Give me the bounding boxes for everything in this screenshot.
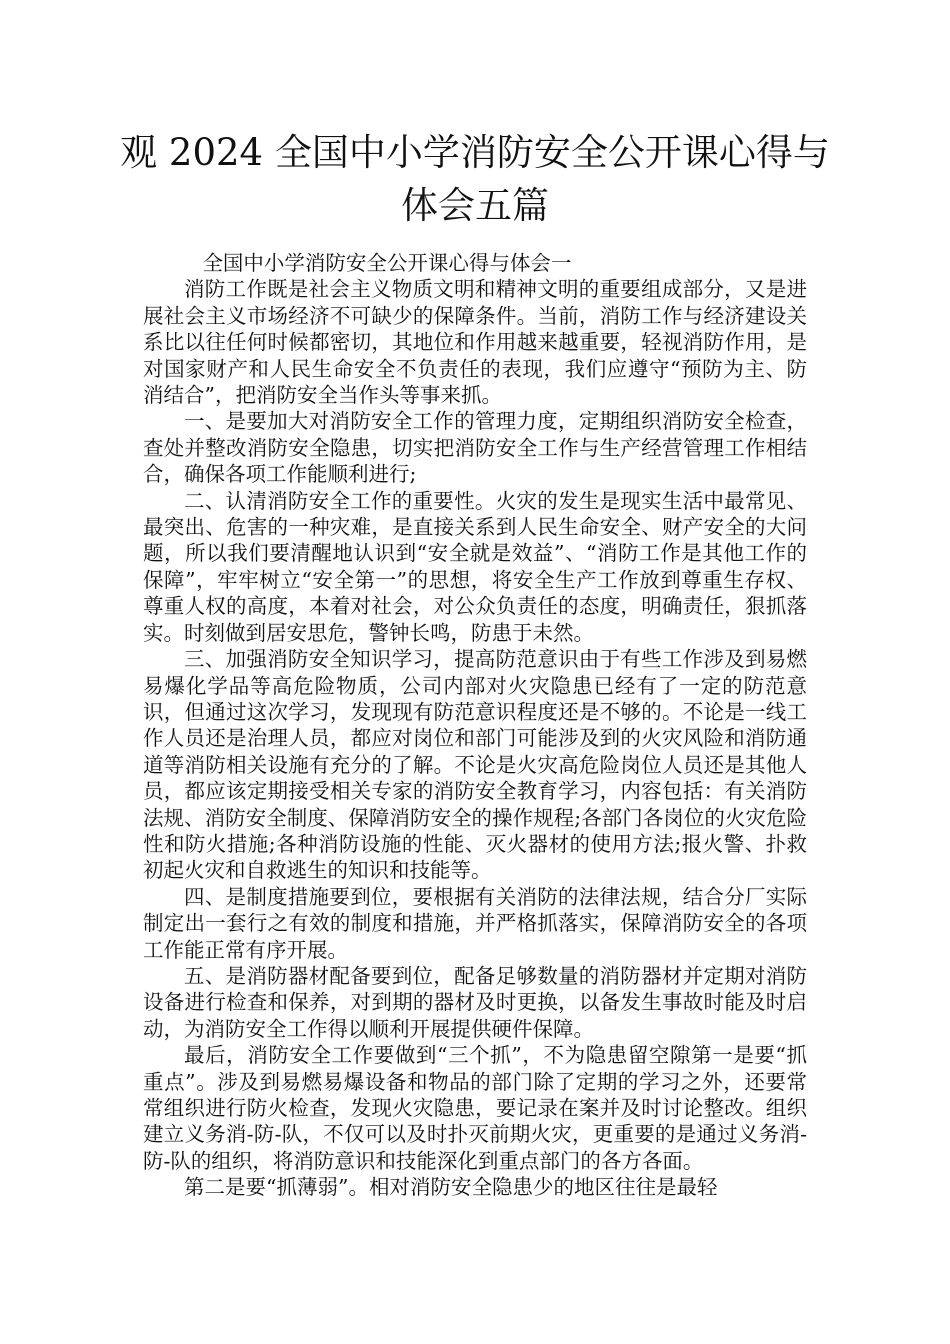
- document-title: [120, 126, 830, 232]
- title-line-2: 体会五篇: [401, 184, 549, 227]
- title-line-1: 观 2024 全国中小学消防安全公开课心得与: [120, 131, 830, 174]
- paragraph: 一、是要加大对消防安全工作的管理力度，定期组织消防安全检查，查处并整改消防安全隐患，切实把消防安全工作与生产经营管理工作相结合，确保各项工作能顺利进行;: [143, 409, 807, 487]
- paragraph: 第二是要“抓薄弱”。相对消防安全隐患少的地区往往是最轻: [184, 1175, 718, 1200]
- paragraph: 最后，消防安全工作要做到“三个抓”，不为隐患留空隙第一是要“抓重点”。涉及到易燃易爆设备和物品的部门除了定期的学习之外，还要常常组织进行防火检查，发现火灾隐患，要记录在案并及时讨论整改。组织建立义务消-防-队，不仅可以及时扑灭前期火灾，更重要的是通过义务消-防-队的组织，将消防意识和技能深化到重点部门的各方各面。: [143, 1043, 807, 1173]
- document-body: [143, 250, 807, 1201]
- paragraph: 消防工作既是社会主义物质文明和精神文明的重要组成部分，又是进展社会主义市场经济不可缺少的保障条件。当前，消防工作与经济建设关系比以往任何时候都密切，其地位和作用越来越重要，轻视消防作用，是对国家财产和人民生命安全不负责任的表现，我们应遵守“预防为主、防消结合”，把消防安全当作头等事来抓。: [143, 277, 807, 408]
- section-heading: 全国中小学消防安全公开课心得与体会一: [202, 251, 572, 275]
- paragraph: 四、是制度措施要到位，要根据有关消防的法律法规，结合分厂实际制定出一套行之有效的制度和措施，并严格抓落实，保障消防安全的各项工作能正常有序开展。: [143, 884, 807, 962]
- paragraph: 五、是消防器材配备要到位，配备足够数量的消防器材并定期对消防设备进行检查和保养，对到期的器材及时更换，以备发生事故时能及时启动，为消防安全工作得以顺利开展提供硬件保障。: [143, 963, 807, 1041]
- paragraph: 二、认清消防安全工作的重要性。火灾的发生是现实生活中最常见、最突出、危害的一种灾难，是直接关系到人民生命安全、财产安全的大问题，所以我们要清醒地认识到“安全就是效益”、“消防工作是其他工作的保障”，牢牢树立“安全第一”的思想，将安全生产工作放到尊重生存权、尊重人权的高度，本着对社会，对公众负责任的态度，明确责任，狠抓落实。时刻做到居安思危，警钟长鸣，防患于未然。: [143, 488, 807, 645]
- paragraph: 三、加强消防安全知识学习，提高防范意识由于有些工作涉及到易燃易爆化学品等高危险物质，公司内部对火灾隐患已经有了一定的防范意识，但通过这次学习，发现现有防范意识程度还是不够的。不论是一线工作人员还是治理人员，都应对岗位和部门可能涉及到的火灾风险和消防通道等消防相关设施有充分的了解。不论是火灾高危险岗位人员还是其他人员，都应该定期接受相关专家的消防安全教育学习，内容包括：有关消防法规、消防安全制度、保障消防安全的操作规程;各部门各岗位的火灾危险性和防火措施;各种消防设施的性能、灭火器材的使用方法;报火警、扑救初起火灾和自救逃生的知识和技能等。: [143, 647, 807, 883]
